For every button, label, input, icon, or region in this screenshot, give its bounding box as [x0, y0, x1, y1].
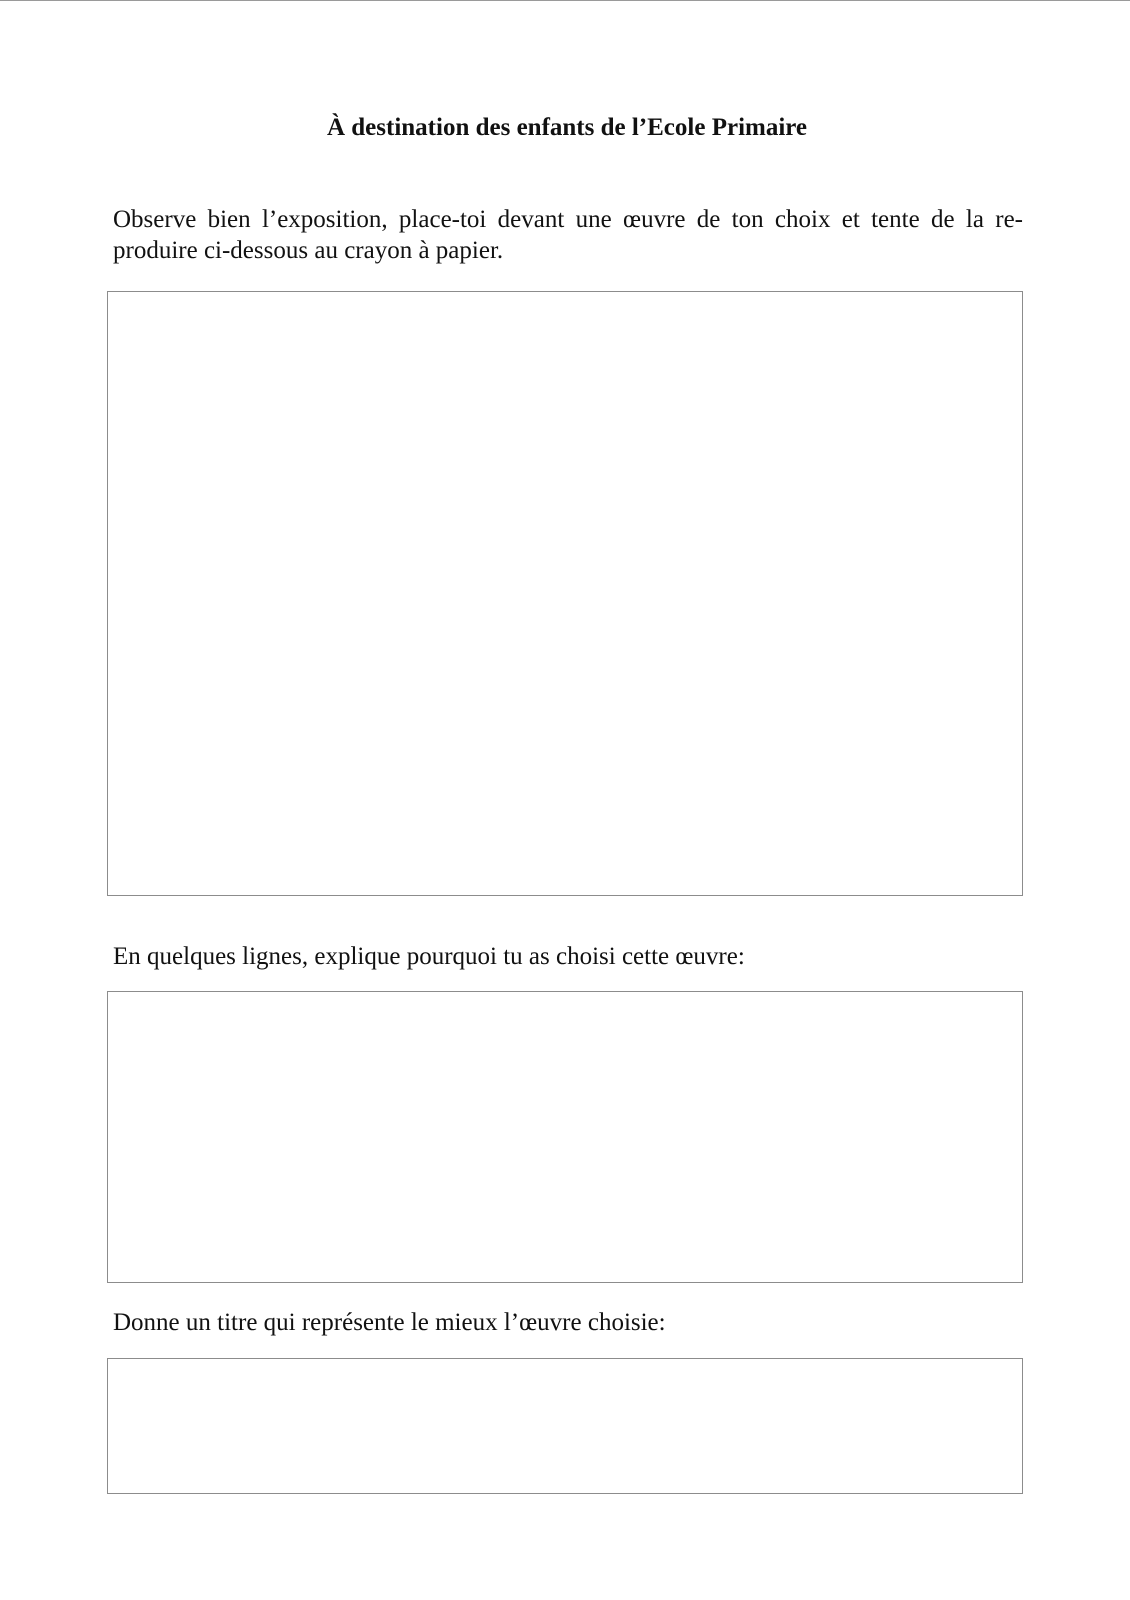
title-question-label: Donne un titre qui représente le mieux l’œuvre choisie:: [113, 1309, 666, 1336]
drawing-instruction: Observe bien l’exposition, place-toi devant une œuvre de ton choix et tente de la re-produire ci-dessous au crayon à papier.: [113, 206, 1023, 264]
drawing-area[interactable]: [107, 291, 1023, 896]
why-answer-area[interactable]: [107, 991, 1023, 1283]
worksheet-title: À destination des enfants de l’Ecole Primaire: [326, 114, 808, 141]
page-top-border: [0, 0, 1130, 1]
why-question-label: En quelques lignes, explique pourquoi tu as choisi cette œuvre:: [113, 943, 745, 970]
title-answer-area[interactable]: [107, 1358, 1023, 1494]
